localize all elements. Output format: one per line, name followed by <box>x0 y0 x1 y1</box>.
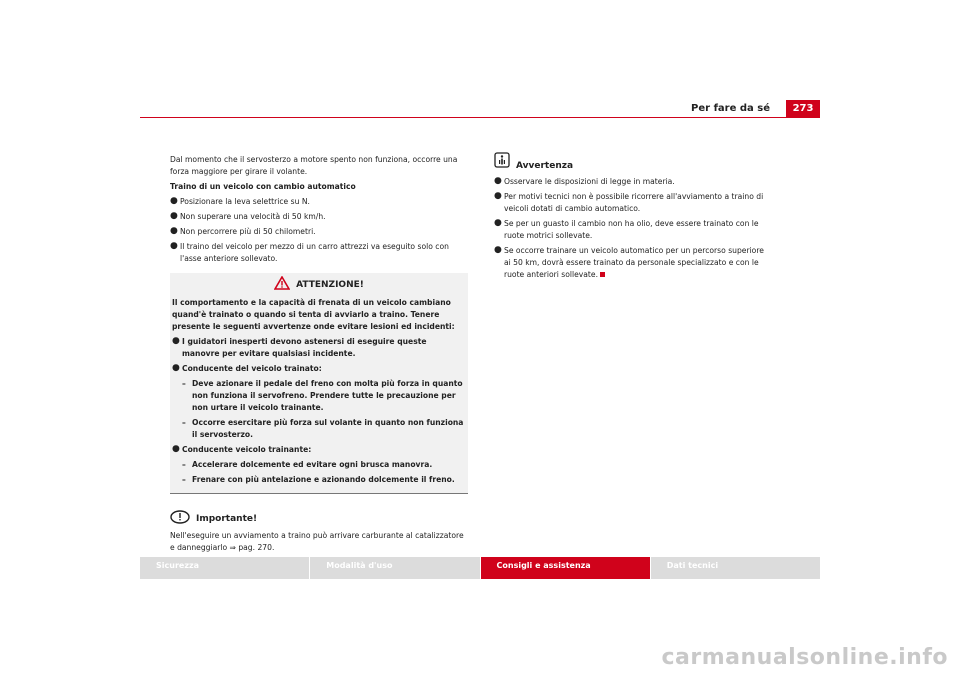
exclamation-icon <box>170 510 190 528</box>
list-item: ● Conducente veicolo trainante: <box>172 444 312 454</box>
right-column <box>494 154 770 284</box>
info-note-icon <box>494 152 510 172</box>
bullet-icon: ● <box>170 211 178 221</box>
page-header <box>140 100 820 118</box>
left-column <box>170 154 468 557</box>
tow-heading: Traino di un veicolo con cambio automatico <box>170 182 356 191</box>
list-item: ● Per motivi tecnici non è possibile ricorrere all'avviamento a traino di veicoli dotati di cambio automatico. <box>494 191 764 213</box>
page-title: Per fare da sé <box>691 103 770 114</box>
header-rule <box>140 117 820 118</box>
bullet-icon: ● <box>494 191 502 201</box>
tab-modalita-uso[interactable]: Modalità d'uso <box>310 557 479 579</box>
sub-list-item: – Frenare con più antelazione e azionando dolcemente il freno. <box>182 475 455 484</box>
warning-title: ATTENZIONE! <box>296 280 364 290</box>
bullet-icon: ● <box>172 444 180 454</box>
bullet-icon: ● <box>172 363 180 373</box>
list-item: ● Non superare una velocità di 50 km/h. <box>170 211 326 221</box>
list-item: ● I guidatori inesperti devono astenersi di eseguire queste manovre per evitare qualsiasi incidente. <box>172 336 427 358</box>
tab-consigli-assistenza[interactable]: Consigli e assistenza <box>481 557 650 579</box>
watermark: carmanualsonline.info <box>661 645 948 670</box>
list-item: ● Se per un guasto il cambio non ha olio, deve essere trainato con le ruote motrici sollevate. <box>494 218 759 240</box>
sub-list-item: – Accelerare dolcemente ed evitare ogni brusca manovra. <box>182 460 433 469</box>
intro-paragraph: Dal momento che il servosterzo a motore spento non funziona, occorre una forza maggiore per girare il volante. <box>170 155 458 176</box>
list-item: ● Il traino del veicolo per mezzo di un carro attrezzi va eseguito solo con l'asse anteriore sollevato. <box>170 241 449 263</box>
note-header <box>494 154 770 172</box>
list-item: ● Posizionare la leva selettrice su N. <box>170 196 310 206</box>
sub-list-item: – Occorre esercitare più forza sul volante in quanto non funziona il servosterzo. <box>182 418 464 439</box>
sub-list-item: – Deve azionare il pedale del freno con molta più forza in quanto non funziona il servofreno. Prendere tutte le precauzione per non urtare il veicolo trainante. <box>182 379 463 412</box>
tab-sicurezza[interactable]: Sicurezza <box>140 557 309 579</box>
bullet-icon: ● <box>494 245 502 255</box>
bullet-icon: ● <box>494 218 502 228</box>
warning-intro: Il comportamento e la capacità di frenata di un veicolo cambiano quand'è trainato o quando si tenta di avviarlo a traino. Tenere presente le seguenti avvertenze onde evitare lesioni ed incidenti: <box>172 298 455 331</box>
bullet-icon: ● <box>494 176 502 186</box>
list-item: ● Conducente del veicolo trainato: <box>172 363 322 373</box>
bullet-icon: ● <box>170 226 178 236</box>
bullet-icon: ● <box>170 241 178 251</box>
list-item: ● Osservare le disposizioni di legge in materia. <box>494 176 675 186</box>
tab-dati-tecnici[interactable]: Dati tecnici <box>651 557 820 579</box>
page-number: 273 <box>786 100 820 118</box>
warning-triangle-icon <box>274 276 290 294</box>
important-header <box>170 510 468 528</box>
warning-header <box>170 277 468 293</box>
important-title: Importante! <box>196 514 258 524</box>
bullet-icon: ● <box>170 196 178 206</box>
note-title: Avvertenza <box>516 161 574 171</box>
important-text: Nell'eseguire un avviamento a traino può arrivare carburante al catalizzatore e danneggiarlo ⇒ pag. 270. <box>170 531 464 552</box>
end-square-icon <box>600 272 605 277</box>
bullet-icon: ● <box>172 336 180 346</box>
list-item: ● Se occorre trainare un veicolo automatico per un percorso superiore ai 50 km, dovrà essere trainato da personale specializzato e con le ruote anteriori sollevate. <box>494 245 764 279</box>
warning-box <box>170 273 468 494</box>
list-item: ● Non percorrere più di 50 chilometri. <box>170 226 316 236</box>
footer-nav <box>140 557 820 579</box>
